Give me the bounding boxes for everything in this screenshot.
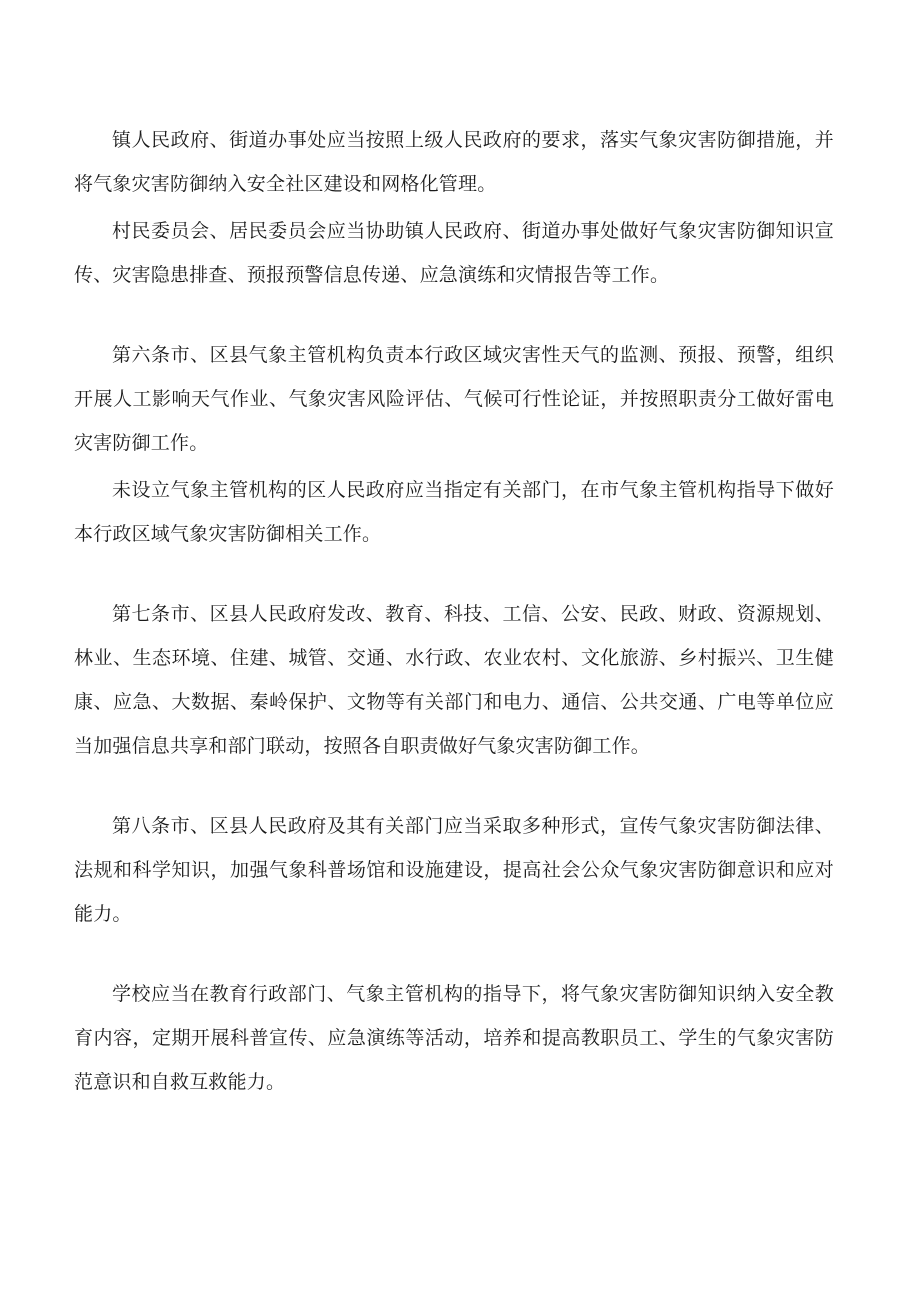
paragraph-village-committee: 村民委员会、居民委员会应当协助镇人民政府、街道办事处做好气象灾害防御知识宣传、灾害隐患排查、预报预警信息传递、应急演练和灾情报告等工作。	[74, 220, 834, 286]
paragraph-article-6-supplement: 未设立气象主管机构的区人民政府应当指定有关部门，在市气象主管机构指导下做好本行政区域气象灾害防御相关工作。	[74, 479, 834, 545]
paragraph-town-government: 镇人民政府、街道办事处应当按照上级人民政府的要求，落实气象灾害防御措施，并将气象灾害防御纳入安全社区建设和网格化管理。	[74, 129, 834, 195]
paragraph-schools: 学校应当在教育行政部门、气象主管机构的指导下，将气象灾害防御知识纳入安全教育内容，定期开展科普宣传、应急演练等活动，培养和提高教职员工、学生的气象灾害防范意识和自救互救能力。	[74, 983, 834, 1093]
paragraph-article-8: 第八条市、区县人民政府及其有关部门应当采取多种形式，宣传气象灾害防御法律、法规和科学知识，加强气象科普场馆和设施建设，提高社会公众气象灾害防御意识和应对能力。	[74, 815, 834, 925]
paragraph-article-7: 第七条市、区县人民政府发改、教育、科技、工信、公安、民政、财政、资源规划、林业、生态环境、住建、城管、交通、水行政、农业农村、文化旅游、乡村振兴、卫生健康、应急、大数据、秦岭保护、文物等有关部门和电力、通信、公共交通、广电等单位应当加强信息共享和部门联动，按照各自职责做好气象灾害防御工作。	[74, 603, 834, 757]
paragraph-article-6: 第六条市、区县气象主管机构负责本行政区域灾害性天气的监测、预报、预警，组织开展人工影响天气作业、气象灾害风险评估、气候可行性论证，并按照职责分工做好雷电灾害防御工作。	[74, 344, 834, 454]
document-page	[74, 118, 834, 1104]
